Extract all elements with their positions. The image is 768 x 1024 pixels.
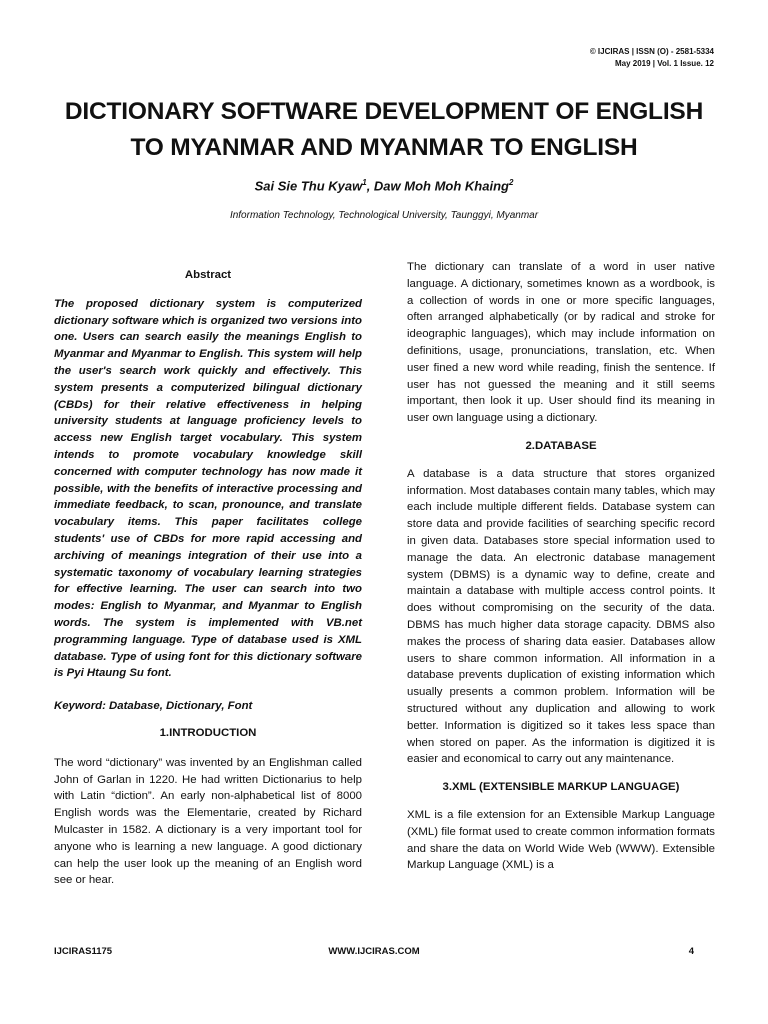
abstract-text: The proposed dictionary system is computerized dictionary software which is organized two versions into one. Users can search easily the meanings English to Myanmar and Myanmar to English. This system will help the user's search work quickly and effectively. This system presents a computerized bilingual dictionary (CBDs) for their relative effectiveness in helping university students at language proficiency levels to access new English target vocabulary. This system intends to promote vocabulary knowledge skill concerned with computer technology has now made it possible, with the benefits of interactive processing and immediate feedback, to scan, pronounce, and translate vocabulary items. This paper facilitates college students' use of CBDs for more rapid accessing and archiving of meanings integration of their use into a systematic taxonomy of vocabulary learning strategies for effective learning. The user can search into two modes: English to Myanmar, and Myanmar to English words. The system is implemented with VB.net programming language. Type of database used is XML database. Type of using font for this dictionary software is Pyi Htaung Su font. — [54, 297, 362, 680]
database-text: A database is a data structure that stores organized information. Most databases contain many tables, which may each include multiple different fields. Database system can store data and provide facilities of searching specific record in given data. Databases store special information used to manage the data. An electronic database management system (DBMS) is a dynamic way to define, create and maintain a database with multiple access control points. It does without compromising on the security of the data. DBMS has much higher data storage capacity. DBMS also makes the process of sharing data easier. Databases allow users to share common information. All information in a database prevents duplication of existing information which usually presents a common problem. Information will be structured without any duplication and allowing to work better. Information is digitized so it takes less space than when stored on paper. As the information is digitized it is easier and economical to carry out any maintenance. — [407, 467, 715, 766]
database-heading: 2.DATABASE — [525, 439, 597, 452]
author-separator: , — [366, 178, 374, 194]
author-2-affiliation-mark: 2 — [508, 178, 514, 187]
journal-header — [590, 46, 714, 70]
page-footer — [54, 946, 694, 960]
introduction-continued-text: The dictionary can translate of a word in user native language. A dictionary, sometimes known as a wordbook, is a collection of words in one or more specific languages, often arranged alphabetically (or by radical and stroke for ideographic languages), which may include information on definitions, usage, pronunciations, translation, etc. When user fined a new word while reading, finish the sentence. If user has not guessed the meaning and it still seems important, then look it up. User should find its meaning in user own language using a dictionary. — [407, 261, 715, 425]
xml-heading: 3.XML (EXTENSIBLE MARKUP LANGUAGE) — [442, 781, 680, 794]
introduction-heading: 1.INTRODUCTION — [159, 726, 257, 739]
footer-page-number: 4 — [688, 946, 694, 957]
affiliation: Information Technology, Technological University, Taunggyi, Myanmar — [229, 210, 539, 221]
keywords: Keyword: Database, Dictionary, Font — [54, 700, 253, 713]
journal-issue: May 2019 | Vol. 1 Issue. 12 — [614, 59, 714, 68]
author-1-affiliation-mark: 1 — [362, 178, 367, 187]
author-1: Sai Sie Thu Kyaw — [254, 178, 363, 194]
author-2: Daw Moh Moh Khaing — [373, 178, 509, 194]
right-column — [407, 259, 715, 874]
left-column — [54, 259, 362, 889]
authors — [0, 178, 768, 193]
xml-text: XML is a file extension for an Extensible Markup Language (XML) file format used to create common information formats and share the data on World Wide Web (WWW). Extensible Markup Language (XML) is a — [407, 808, 715, 872]
footer-website: WWW.IJCIRAS.COM — [328, 946, 420, 957]
paper-title — [40, 94, 728, 166]
footer-paper-id: IJCIRAS1175 — [54, 946, 113, 957]
paper-title-line2: TO MYANMAR AND MYANMAR TO ENGLISH — [130, 134, 638, 161]
paper-title-line1: DICTIONARY SOFTWARE DEVELOPMENT OF ENGLISH — [64, 98, 704, 125]
introduction-text: The word “dictionary” was invented by an Englishman called John of Garlan in 1220. He had written Dictionarius to help with Latin “diction”. An early non-alphabetical list of 8000 English words was the Elementarie, created by Richard Mulcaster in 1582. A dictionary is a very important tool for anyone who is learning a new language. A good dictionary can help the user look up the meaning of an English word see or hear. — [54, 756, 362, 887]
abstract-heading: Abstract — [184, 269, 232, 281]
journal-issn: © IJCIRAS | ISSN (O) - 2581-5334 — [589, 47, 714, 56]
